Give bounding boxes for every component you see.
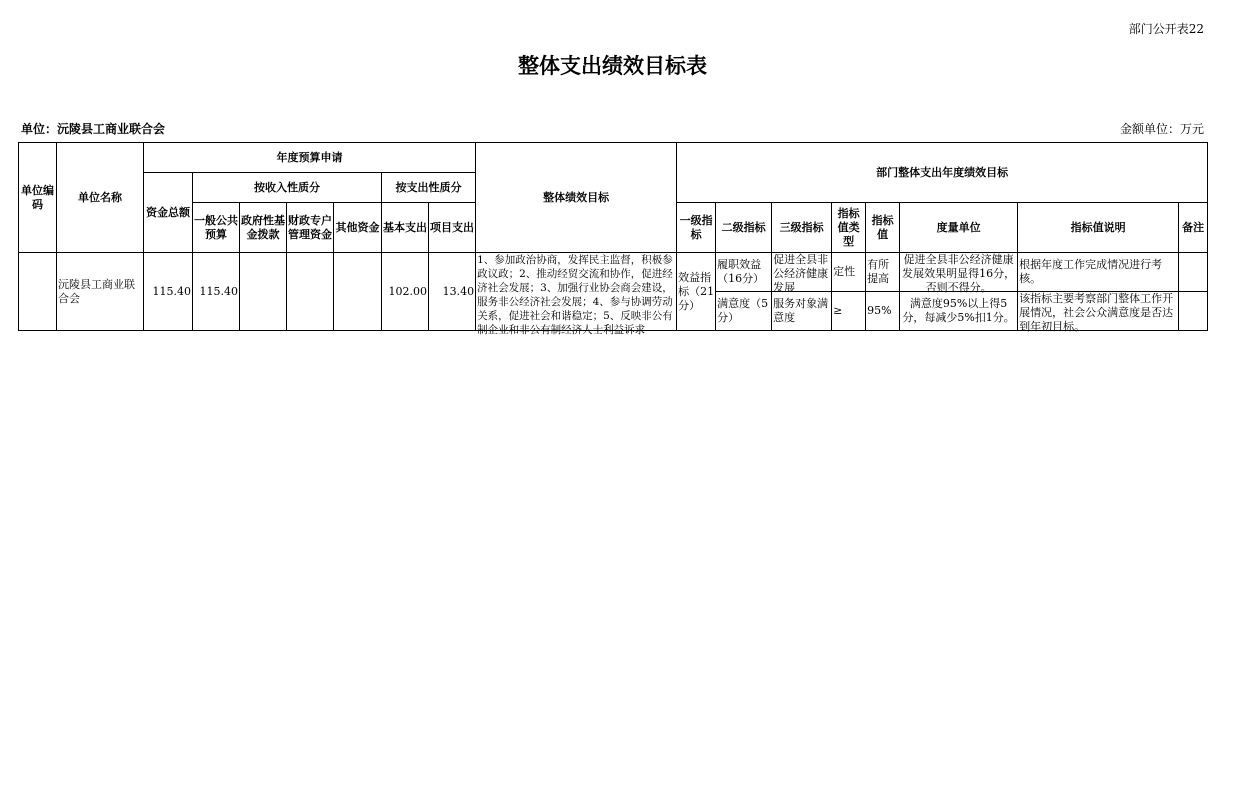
header-level3: 三级指标: [772, 203, 832, 253]
cell-gov-fund: [240, 253, 287, 331]
header-measure-unit: 度量单位: [900, 203, 1018, 253]
header-level2: 二级指标: [716, 203, 772, 253]
cell-value: 有所提高: [866, 253, 900, 292]
cell-desc: [1018, 253, 1179, 292]
cell-project-expense: 13.40: [429, 253, 476, 331]
header-fiscal-special: 财政专户管理资金: [287, 203, 334, 253]
unit-label: 单位：沅陵县工商业联合会: [21, 122, 166, 136]
header-value-type: 指标值类型: [832, 203, 866, 253]
header-unit-name: 单位名称: [57, 143, 144, 253]
cell-desc: [1018, 292, 1179, 331]
header-annual-budget: 年度预算申请: [144, 143, 476, 173]
cell-unit-name: 沅陵县工商业联合会: [57, 253, 144, 331]
level3-text: 服务对象满意度: [773, 297, 829, 324]
header-basic-expense: 基本支出: [382, 203, 429, 253]
cell-general-budget: 115.40: [193, 253, 240, 331]
header-by-income: 按收入性质分: [193, 173, 382, 203]
header-overall-goal: 整体绩效目标: [476, 143, 677, 253]
header-remark: 备注: [1179, 203, 1208, 253]
level3-text: 促进全县非公经济健康发展: [773, 253, 829, 294]
desc-text: 该指标主要考察部门整体工作开展情况，社会公众满意度是否达到年初目标。: [1019, 292, 1174, 333]
header-unit-code: 单位编码: [19, 143, 57, 253]
cell-value-type: ≥: [832, 292, 866, 331]
performance-table: [18, 142, 1208, 336]
cell-value: 95%: [866, 292, 900, 331]
header-gov-fund: 政府性基金拨款: [240, 203, 287, 253]
amount-unit-label: 金额单位：万元: [1119, 122, 1204, 136]
cell-level3: [772, 292, 832, 331]
cell-level2: [716, 253, 772, 292]
header-general-budget: 一般公共预算: [193, 203, 240, 253]
cell-remark: [1179, 253, 1208, 292]
cell-overall-goal: [476, 253, 677, 336]
cell-level2: [716, 292, 772, 331]
cell-measure: [900, 253, 1018, 292]
header-project-expense: 项目支出: [429, 203, 476, 253]
cell-remark: [1179, 292, 1208, 331]
cell-measure: [900, 292, 1018, 331]
page-title: 整体支出绩效目标表: [518, 54, 707, 78]
cell-unit-code: [19, 253, 57, 331]
cell-total-funds: 115.40: [144, 253, 193, 331]
header-total-funds: 资金总额: [144, 173, 193, 253]
header-value: 指标值: [866, 203, 900, 253]
measure-text: 满意度95%以上得5分，每减少5%扣1分。: [902, 297, 1015, 324]
level2-text: 满意度（5分）: [717, 297, 769, 324]
cell-fiscal-special: [287, 253, 334, 331]
header-other-funds: 其他资金: [334, 203, 382, 253]
header-dept-goal: 部门整体支出年度绩效目标: [677, 143, 1208, 203]
overall-goal-text: 1、参加政治协商，发挥民主监督，积极参政议政；2、推动经贸交流和协作，促进经济社会发展；3、加强行业协会商会建设，服务非公经济社会发展；4、参与协调劳动关系，促进社会和谐稳定；5、反映非公有制企业和非公有制经济人士利益诉求: [477, 254, 673, 336]
header-level1: 一级指标: [677, 203, 716, 253]
header-by-expense: 按支出性质分: [382, 173, 476, 203]
form-number: 部门公开表22: [1128, 22, 1204, 36]
measure-text: 促进全县非公经济健康发展效果明显得16分，否则不得分。: [902, 253, 1016, 294]
header-value-desc: 指标值说明: [1018, 203, 1179, 253]
cell-value-type: 定性: [832, 253, 866, 292]
cell-level3: [772, 253, 832, 292]
cell-basic-expense: 102.00: [382, 253, 429, 331]
desc-text: 根据年度工作完成情况进行考核。: [1019, 258, 1163, 285]
cell-level1: 效益指标（21分）: [677, 253, 716, 331]
level2-text: 履职效益（16分）: [717, 258, 765, 285]
cell-other-funds: [334, 253, 382, 331]
